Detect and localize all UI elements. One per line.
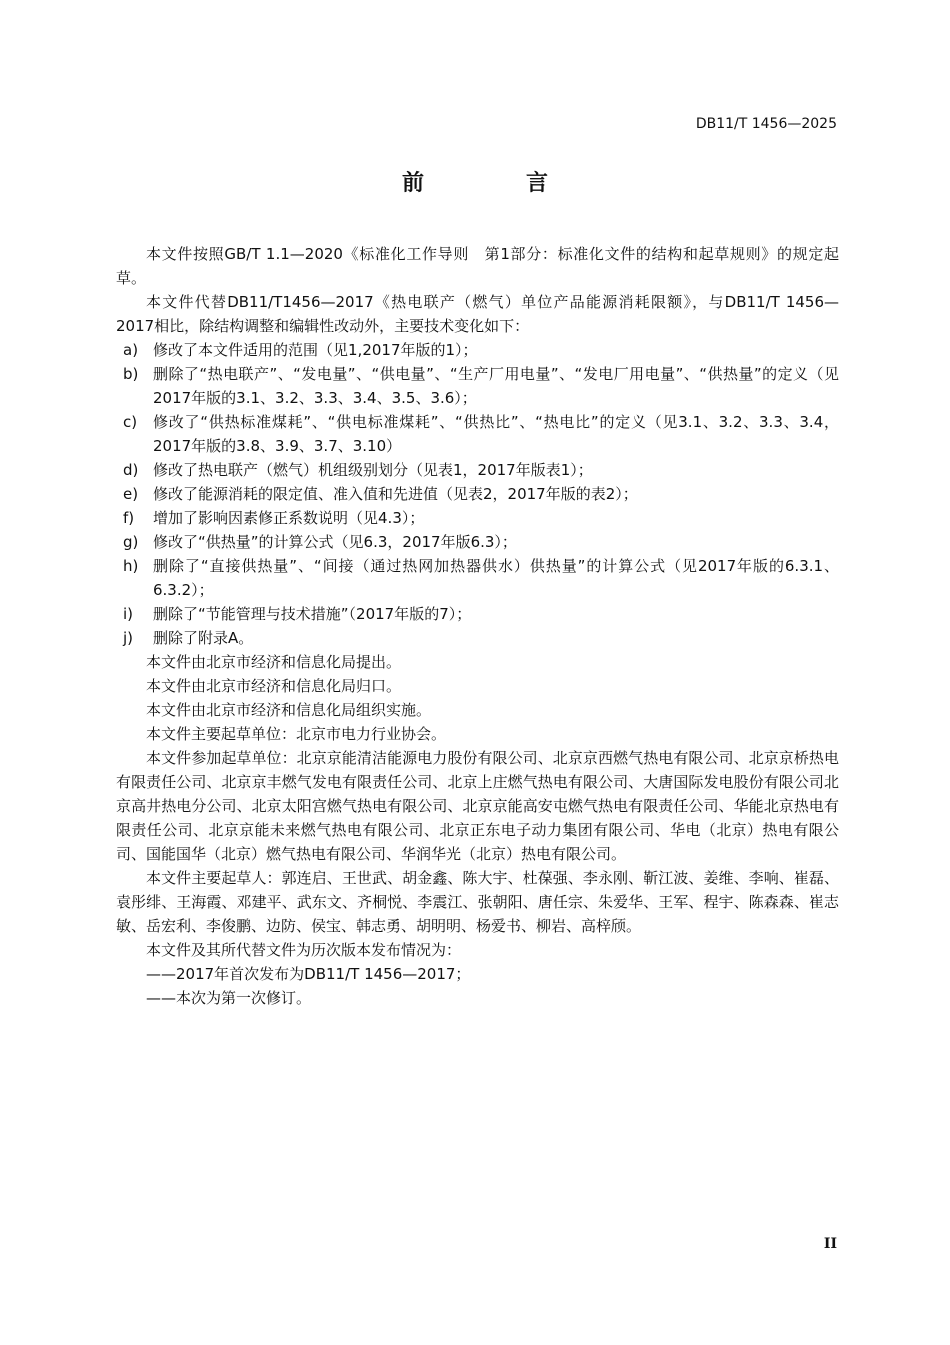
list-item: [116, 602, 839, 626]
list-item-text: 修改了能源消耗的限定值、准入值和先进值（见表2，2017年版的表2）；: [153, 485, 638, 503]
paragraph-administrator: 本文件由北京市经济和信息化局归口。: [146, 677, 402, 695]
list-item-text: 增加了影响因素修正系数说明（见4.3）；: [153, 509, 425, 527]
page-title: 前 言: [401, 171, 588, 196]
page-number: II: [823, 1236, 837, 1252]
list-item: [116, 506, 839, 530]
list-item: [116, 338, 839, 362]
paragraph-participating-units: 本文件参加起草单位：北京京能清洁能源电力股份有限公司、北京京西燃气热电有限公司、北京京桥热电有限责任公司、北京京丰燃气发电有限责任公司、北京上庄燃气热电有限公司、大唐国际发电股份有限公司北京高井热电分公司、北京太阳宫燃气热电有限公司、北京京能高安屯燃气热电有限责任公司、华能北京热电有限责任公司、北京京能未来燃气热电有限公司、北京正东电子动力集团有限公司、华电（北京）热电有限公司、国能国华（北京）燃气热电有限公司、华润华光（北京）热电有限公司。: [116, 749, 839, 863]
history-item: ——2017年首次发布为DB11/T 1456—2017；: [146, 965, 471, 983]
paragraph-release-history: 本文件及其所代替文件为历次版本发布情况为：: [146, 941, 462, 959]
changes-list: [116, 338, 839, 650]
list-item: [116, 482, 839, 506]
list-item-text: 删除了“节能管理与技术措施”（2017年版的7）；: [153, 605, 472, 623]
paragraph-drafting-rules: 本文件按照GB/T 1.1—2020《标准化工作导则 第1部分：标准化文件的结构和起草规则》的规定起草。: [116, 245, 839, 287]
list-item-label: b): [123, 365, 139, 383]
list-item: [116, 530, 839, 554]
list-item: [116, 410, 839, 458]
list-item-label: g): [123, 533, 139, 551]
paragraph-proposer: 本文件由北京市经济和信息化局提出。: [146, 653, 402, 671]
paragraph-replacement: 本文件代替DB11/T1456—2017《热电联产（燃气）单位产品能源消耗限额》，与DB11/T 1456—2017相比，除结构调整和编辑性改动外，主要技术变化如下：: [116, 293, 839, 335]
list-item-text: 删除了“热电联产”、“发电量”、“供电量”、“生产厂用电量”、“发电厂用电量”、“供热量”的定义（见2017年版的3.1、3.2、3.3、3.4、3.5、3.6）；: [153, 365, 839, 407]
list-item-text: 删除了附录A。: [153, 629, 254, 647]
paragraph-implementer: 本文件由北京市经济和信息化局组织实施。: [146, 701, 432, 719]
list-item-label: h): [123, 557, 139, 575]
history-item: ——本次为第一次修订。: [146, 989, 312, 1007]
document-code: DB11/T 1456—2025: [695, 116, 837, 132]
list-item: [116, 554, 839, 602]
foreword-body: [116, 242, 839, 1010]
list-item-label: d): [123, 461, 139, 479]
list-item-label: j): [123, 629, 134, 647]
list-item-label: c): [123, 413, 138, 431]
list-item-label: i): [123, 605, 134, 623]
list-item-label: e): [123, 485, 139, 503]
list-item-text: 修改了本文件适用的范围（见1,2017年版的1）；: [153, 341, 478, 359]
paragraph-main-drafters: 本文件主要起草人：郭连启、王世武、胡金鑫、陈大宇、杜葆强、李永刚、靳江波、姜维、李响、崔磊、袁彤绯、王海霞、邓建平、武东文、齐桐悦、李震江、张朝阳、唐任宗、朱爱华、王军、程宇、陈森森、崔志敏、岳宏利、李俊鹏、边防、侯宝、韩志勇、胡明明、杨爱书、柳岩、高梓颀。: [116, 869, 839, 935]
list-item-text: 修改了“供热量”的计算公式（见6.3，2017年版6.3）；: [153, 533, 517, 551]
list-item-text: 修改了热电联产（燃气）机组级别划分（见表1，2017年版表1）；: [153, 461, 593, 479]
list-item-text: 修改了“供热标准煤耗”、“供电标准煤耗”、“供热比”、“热电比”的定义（见3.1、3.2、3.3、3.4，2017年版的3.8、3.9、3.7、3.10）: [153, 413, 839, 455]
list-item-text: 删除了“直接供热量”、“间接（通过热网加热器供水）供热量”的计算公式（见2017年版的6.3.1、6.3.2）；: [153, 557, 839, 599]
paragraph-main-drafter-unit: 本文件主要起草单位：北京市电力行业协会。: [146, 725, 447, 743]
list-item-label: f): [123, 509, 135, 527]
list-item: [116, 458, 839, 482]
list-item: [116, 626, 839, 650]
list-item-label: a): [123, 341, 139, 359]
list-item: [116, 362, 839, 410]
